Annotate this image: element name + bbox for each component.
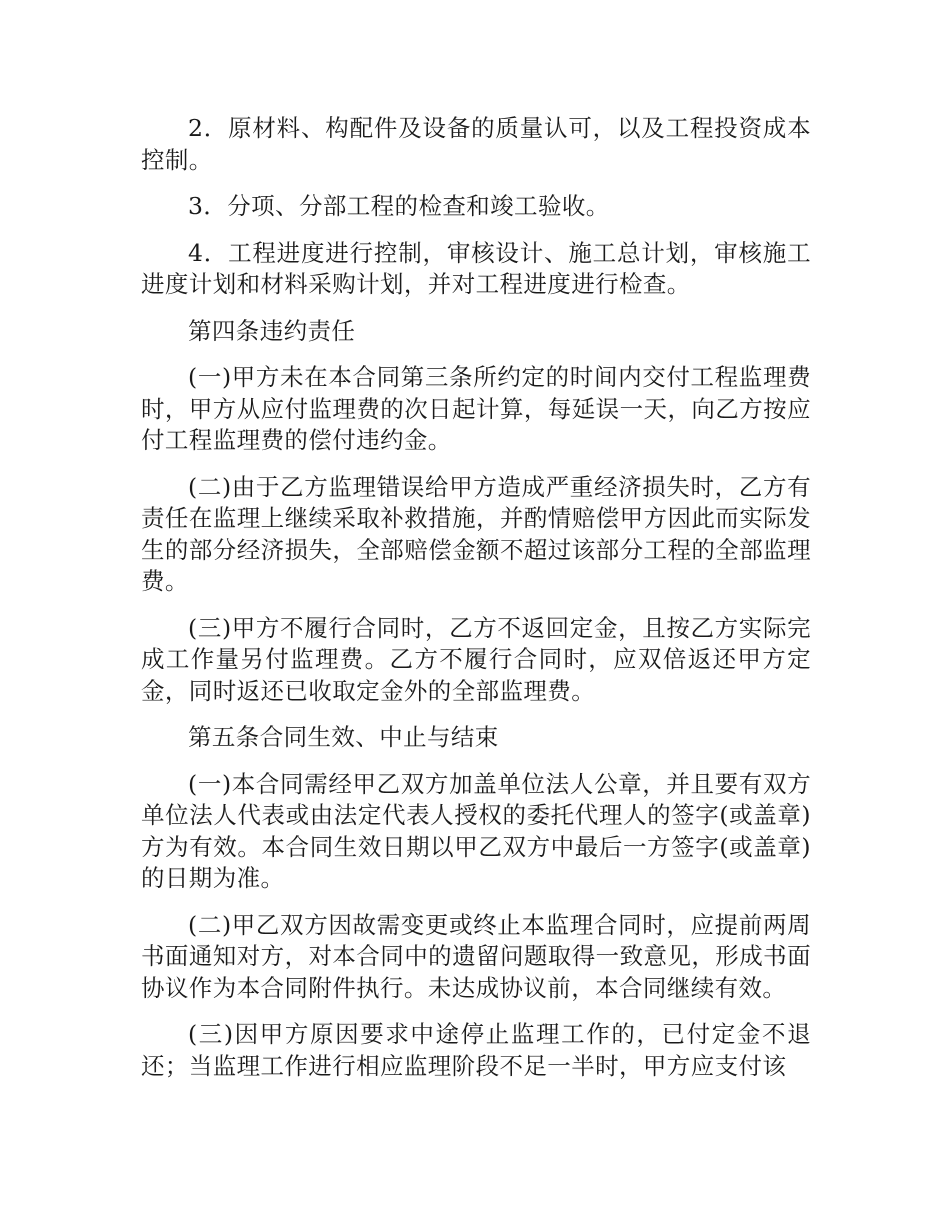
paragraph-clause-2b: (二)甲乙双方因故需变更或终止本监理合同时，应提前两周书面通知对方，对本合同中的遗留问题取得一致意见，形成书面协议作为本合同附件执行。未达成协议前，本合同继续有效。 [141,910,811,1002]
paragraph-clause-3: (三)甲方不履行合同时，乙方不返回定金，且按乙方实际完成工作量另付监理费。乙方不履行合同时，应双倍返还甲方定金，同时返还已收取定金外的全部监理费。 [141,613,811,705]
paragraph-clause-1: (一)甲方未在本合同第三条所约定的时间内交付工程监理费时，甲方从应付监理费的次日起计算，每延误一天，向乙方按应付工程监理费的偿付违约金。 [141,363,811,454]
section-heading-article-4: 第四条违约责任 [188,316,356,345]
paragraph-item-4: 4．工程进度进行控制，审核设计、施工总计划，审核施工进度计划和材料采购计划，并对工程进度进行检查。 [141,238,811,298]
paragraph-clause-3b: (三)因甲方原因要求中途停止监理工作的，已付定金不退还；当监理工作进行相应监理阶段不足一半时，甲方应支付该 [141,1020,811,1080]
paragraph-clause-1b: (一)本合同需经甲乙双方加盖单位法人公章，并且要有双方单位法人代表或由法定代表人授权的委托代理人的签字(或盖章)方为有效。本合同生效日期以甲乙双方中最后一方签字(或盖章)的日期为准。 [141,769,811,892]
document-body [141,113,811,1097]
paragraph-clause-2: (二)由于乙方监理错误给甲方造成严重经济损失时，乙方有责任在监理上继续采取补救措施，并酌情赔偿甲方因此而实际发生的部分经济损失，全部赔偿金额不超过该部分工程的全部监理费。 [141,472,811,595]
section-heading-article-5: 第五条合同生效、中止与结束 [188,723,499,751]
paragraph-item-3: 3．分项、分部工程的检查和竣工验收。 [188,192,610,220]
paragraph-item-2: 2．原材料、构配件及设备的质量认可，以及工程投资成本控制。 [141,114,811,174]
